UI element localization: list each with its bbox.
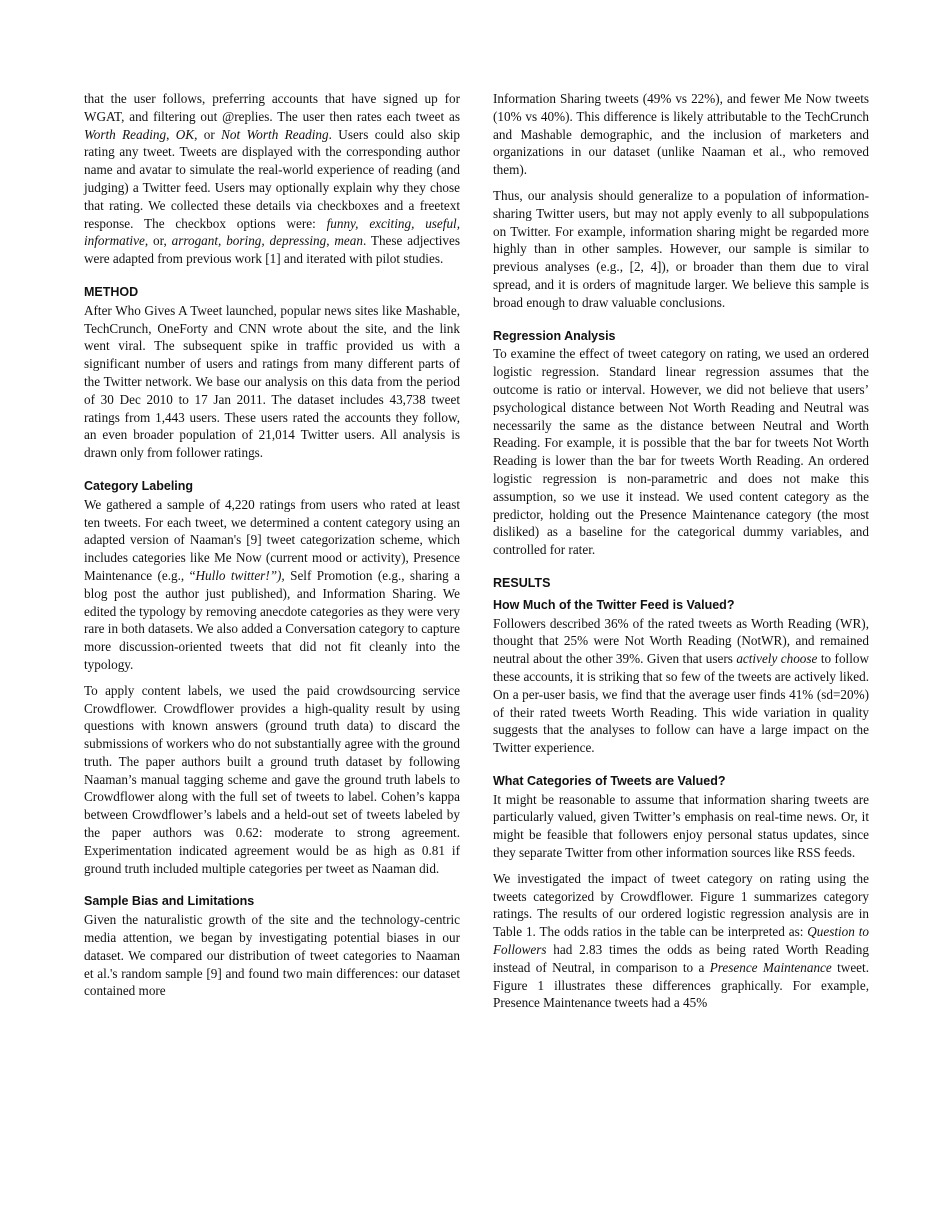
category-labeling-heading: Category Labeling xyxy=(84,478,194,493)
italic-text: Not Worth Reading xyxy=(221,126,329,142)
text-run: We investigated the impact of tweet category on rating using the tweets categorized by Crowdflower. Figure 1 summarizes category ratings. The results of our ordered logistic regression analysis are in Table 1. The odds ratios in the table can be interpreted as: xyxy=(493,870,869,940)
text-run: , or xyxy=(194,126,222,142)
text-run: . Users could also skip rating any tweet. Tweets are displayed with the corresponding author name and avatar to simulate the real-world experience of reading (and judging) a Twitter feed. Users may optionally explain why they chose that rating. We collected these details via checkboxes and a freetext response. The checkbox options were: xyxy=(84,126,460,231)
text-run: Followers described 36% of the rated tweets as Worth Reading (WR), thought that 25% were Not Worth Reading (NotWR), and remained neutral about the other 39%. Given that users xyxy=(493,615,869,667)
regression-analysis-heading: Regression Analysis xyxy=(493,328,616,343)
left-column xyxy=(84,90,460,1000)
italic-text: Question to Followers xyxy=(493,924,869,958)
text-run: , xyxy=(326,233,335,249)
feed-valued-heading: How Much of the Twitter Feed is Valued? xyxy=(493,597,735,612)
italic-text: Presence Maintenance xyxy=(709,959,832,975)
italic-text: Hullo twitter!”), xyxy=(195,567,285,583)
text-run: , xyxy=(166,126,176,142)
italic-text: funny, exciting, useful, informative xyxy=(84,215,461,249)
method-paragraph: After Who Gives A Tweet launched, popular news sites like Mashable, TechCrunch, OneForty and CNN wrote about the site, and the link went viral. The subsequent spike in traffic provided us with a significant number of users and ratings from many different parts of the Twitter network. We base our analysis on this data from the period of 30 Dec 2010 to 17 Jan 2011. The dataset includes 43,738 tweet ratings from 1,443 users. These users rated the accounts they follow, an even broader population of 21,014 Twitter users. All analysis is drawn only from follower ratings. xyxy=(84,302,460,461)
method-heading: METHOD xyxy=(84,284,139,299)
italic-text: actively choose xyxy=(736,651,818,667)
text-run: to follow these accounts, it is striking that so few of the tweets are actively liked. On a per-user basis, we find that the average user finds 41% (sd=20%) of their rated tweets Worth Reading. This wide variation in quality suggests that the analyses to follow can have a large impact on the Twitter experience. xyxy=(493,651,869,756)
sample-bias-heading: Sample Bias and Limitations xyxy=(84,894,255,909)
generalization-paragraph: Thus, our analysis should generalize to a population of information-sharing Twitter users, but may not apply evenly to all subpopulations on Twitter. For example, information sharing might be regarded more highly than in other samples. However, our sample is similar to previous analyses (e.g., [2, 4]), or broader than them due to viral spread, and it is orders of magnitude larger. We believe this sample is broad enough to draw valuable conclusions. xyxy=(493,187,869,310)
text-run: Self Promotion (e.g., sharing a blog post the author just published), and Information Sharing. We edited the typology by removing anecdote categories as they were very rare in both datasets. We also added a Conversation category to capture more discussion-oriented tweets that did not fit cleanly into the typology. xyxy=(84,567,460,672)
results-heading: RESULTS xyxy=(493,575,551,590)
sample-bias-paragraph: Given the naturalistic growth of the site and the technology-centric media attention, we began by investigating potential biases in our dataset. We compared our distribution of tweet categories to Naaman et al.'s random sample [9] and found two main differences: our dataset contained more xyxy=(84,912,460,999)
category-labeling-paragraph-1 xyxy=(84,496,460,674)
text-run: We gathered a sample of 4,220 ratings from users who rated at least ten tweets. For each tweet, we determined a content category using an adapted version of Naaman's [9] tweet categorization scheme, which includes categories like Me Now (current mood or activity), Presence Maintenance (e.g., “ xyxy=(84,496,460,583)
category-labeling-paragraph-2: To apply content labels, we used the paid crowdsourcing service Crowdflower. Crowdflower provides a high-quality result by using questions with known answers (ground truth data) to discard the submissions of workers who do not substantially agree with the ground truth. The paper authors built a ground truth dataset by following Naaman’s manual tagging scheme and gave the ground truth labels to Crowdflower along with the full set of tweets to label. Cohen’s kappa between Crowdflower’s labels and a held-out set of tweets labeled by the paper authors was 0.62: moderate to strong agreement. Experimentation indicated agreement would be as high as 0.81 if ground truth included multiple categories per tweet as Naaman did. xyxy=(84,682,460,876)
italic-text: mean xyxy=(334,233,363,249)
italic-text: arrogant, boring, depressing xyxy=(171,233,327,249)
italic-text: OK xyxy=(175,126,195,142)
categories-valued-heading: What Categories of Tweets are Valued? xyxy=(493,773,726,788)
text-run: . These adjectives were adapted from previous work [1] and iterated with pilot studies. xyxy=(84,233,460,267)
categories-valued-paragraph-2 xyxy=(493,870,869,1012)
bias-continuation-paragraph: Information Sharing tweets (49% vs 22%), and fewer Me Now tweets (10% vs 40%). This difference is likely attributable to the TechCrunch and Mashable demographic, and the inclusion of marketers and organizations in our dataset (unlike Naaman et al., who removed them). xyxy=(493,91,869,178)
right-column xyxy=(493,90,869,1012)
feed-valued-paragraph xyxy=(493,615,869,757)
regression-analysis-paragraph: To examine the effect of tweet category on rating, we used an ordered logistic regression. Standard linear regression assumes that the outcome is ratio or interval. However, we did not believe that users’ psychological distance between Not Worth Reading and Neutral was necessarily the same as the distance between Neutral and Worth Reading. For example, it is possible that the bar for tweets Not Worth Reading is lower than the bar for tweets Worth Reading. An ordered logistic regression is non-parametric and does not make this assumption, so we use it instead. We used content category as the predictor, holding out the Presence Maintenance category (the most disliked) as a baseline for the categorical dummy variables, and controlled for rater. xyxy=(493,346,869,558)
intro-paragraph xyxy=(84,90,460,268)
text-run: had 2.83 times the odds as being rated Worth Reading instead of Neutral, in comparison to a xyxy=(493,942,869,975)
text-run: that the user follows, preferring accounts that have signed up for WGAT, and filtering out @replies. The user then rates each tweet as xyxy=(84,91,460,124)
text-run: tweet. Figure 1 illustrates these differences graphically. For example, Presence Maintenance tweets had a 45% xyxy=(493,959,869,1011)
text-run: , or, xyxy=(144,233,172,249)
categories-valued-paragraph-1: It might be reasonable to assume that information sharing tweets are particularly valued, given Twitter’s emphasis on real-time news. Or, it might be feasible that followers enjoy personal status updates, since they separate Twitter from other information sources like RSS feeds. xyxy=(493,791,869,861)
italic-text: Worth Reading xyxy=(84,126,167,142)
